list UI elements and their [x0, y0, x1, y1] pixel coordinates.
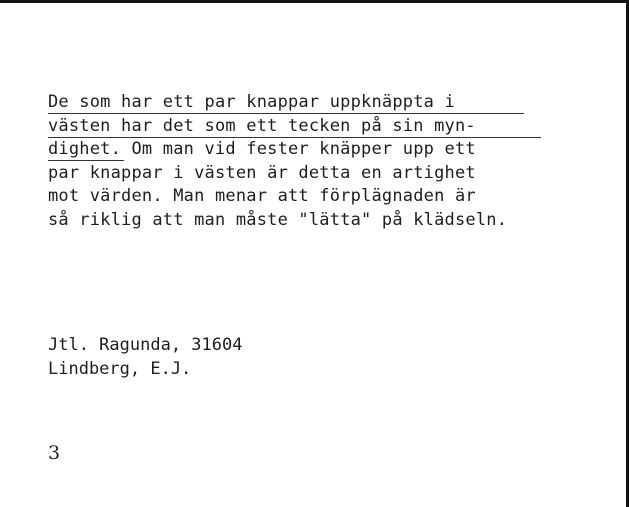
text-line: De som har ett par knappar uppknäppta i [48, 92, 455, 112]
text-line: västen har det som ett tecken på sin myn- [48, 115, 476, 136]
informant-name: Lindberg, E.J. [48, 359, 192, 379]
text-line: mot värden. Man menar att förplägnaden är [48, 186, 476, 206]
card-number: 3 [48, 442, 61, 464]
text-line: så riklig att man måste "lätta" på klädseln. [48, 209, 508, 230]
source-info [48, 333, 242, 381]
text-line: par knappar i västen är detta en artighet [48, 162, 476, 183]
record-text [48, 91, 588, 232]
text-line: dighet. Om man vid fester knäpper upp ett [48, 139, 476, 159]
location-date: Jtl. Ragunda, 31604 [48, 335, 243, 355]
